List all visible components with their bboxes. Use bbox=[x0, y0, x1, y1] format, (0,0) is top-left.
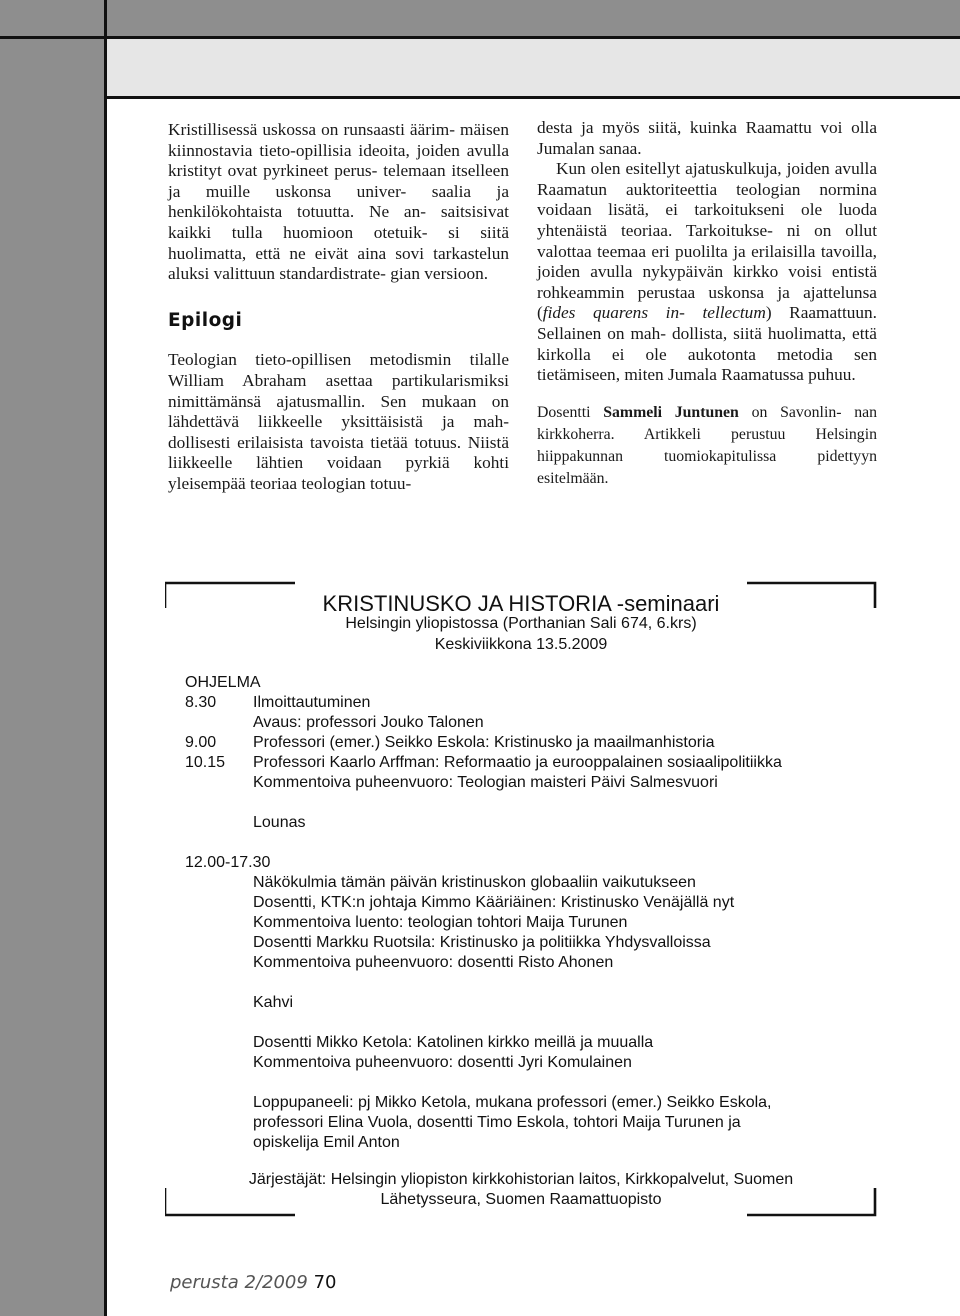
horizontal-rule-top bbox=[0, 36, 960, 39]
program-sub: Avaus: professori Jouko Talonen bbox=[253, 714, 484, 731]
vertical-rule bbox=[104, 0, 107, 1316]
program-afternoon-time: 12.00-17.30 bbox=[185, 854, 271, 871]
program-item: 8.30 Ilmoittautuminen bbox=[185, 694, 371, 711]
paragraph-epilogue: Teologian tieto-opillisen metodismin tilalle William Abraham asettaa partikularismiksi nimittämänsä ajatusmallin. Sen mukaan on lähdettävä liikkeelle yksittäisistä ja mah- dollisesti erilaisista tavoista tietää totuus. Niistä liikkeelle lähtien voidaan pyrkiä kohti yleisempää teoriaa teologian totuu- bbox=[168, 350, 509, 493]
seminar-announcement-box bbox=[165, 580, 877, 1218]
latin-phrase: fides quarens in- bbox=[542, 303, 685, 323]
program-sub: Kommentoiva puheenvuoro: Teologian maisteri Päivi Salmesvuori bbox=[253, 774, 718, 791]
program-lunch: Lounas bbox=[253, 814, 306, 831]
latin-phrase-end: tellectum bbox=[702, 303, 766, 323]
program bbox=[185, 673, 865, 1153]
paragraph-continuation: desta ja myös siitä, kuinka Raamattu voi olla Jumalan sanaa. bbox=[537, 118, 877, 158]
program-panel: Loppupaneeli: pj Mikko Ketola, mukana professori (emer.) Seikko Eskola, bbox=[253, 1094, 772, 1111]
program-afternoon: Näkökulmia tämän päivän kristinuskon globaaliin vaikutukseen Dosentti, KTK:n johtaja Kimmo Kääriäinen: Kristinusko Venäjällä nyt Kommentoiva luento: teologian tohtori Maija Turunen Dosentti Markku Ruotsila: Kristinusko ja politiikka Yhdysvalloissa Kommentoiva puheenvuoro: dosentti Risto Ahonen Kahvi Dosentti Mikko Ketola: Katolinen kirkko meillä ja muualla Kommentoiva puheenvuoro: dosentti Jyri Komulainen Loppupaneeli: pj Mikko Ketola, mukana professori (emer.) Seikko Eskola, professori Elina Vuola, dosentti Timo Eskola, tohtori Maija Turunen ja opiskelija Emil Anton bbox=[185, 873, 865, 1153]
page-footer bbox=[170, 1272, 336, 1293]
horizontal-rule-second bbox=[104, 96, 960, 99]
paragraph-intro: Kristillisessä uskossa on runsaasti äärim- mäisen kiinnostavia tieto-opillisia ideoita, joiden avulla kristityt ovat pyrkineet perus- telemaan itselleen ja muille uskonsa univer- saalia ja henkilökohtaista totuutta. Ne an- saitsisivat kaikki tulla huomioon otetuik- si siitä huolimatta, että ne eivät aina sovi tarkastelun aluksi valittuun standardistrate- gian versioon. bbox=[168, 120, 509, 284]
program-item: 9.00 Professori (emer.) Seikko Eskola: Kristinusko ja maailmanhistoria bbox=[185, 734, 715, 751]
program-coffee: Kahvi bbox=[253, 994, 294, 1011]
article-right-column bbox=[537, 118, 877, 490]
seminar-organizers: Järjestäjät: Helsingin yliopiston kirkkohistorian laitos, Kirkkopalvelut, Suomen Lähetysseura, Suomen Raamattuopisto bbox=[248, 1171, 794, 1208]
seminar-title: KRISTINUSKO JA HISTORIA -seminaari bbox=[322, 591, 720, 616]
author-name: Sammeli Juntunen bbox=[603, 403, 739, 421]
program-item: 10.15 Professori Kaarlo Arffman: Reformaatio ja eurooppalainen sosiaalipolitiikka bbox=[185, 754, 782, 771]
left-grey-band bbox=[0, 0, 104, 1316]
magazine-name: perusta 2/2009 bbox=[170, 1272, 308, 1293]
top-light-band bbox=[104, 36, 960, 96]
page-number: 70 bbox=[313, 1272, 337, 1293]
section-heading: Epilogi bbox=[168, 309, 243, 331]
seminar-date: Keskiviikkona 13.5.2009 bbox=[434, 636, 608, 653]
paragraph-conclusion: Kun olen esitellyt ajatuskulkuja, joiden avulla Raamatun auktoriteettia teologian normina voidaan lisätä, ei tarkoitukseni ole luoda yhtenäistä teoriaa. Tarkoitukse- ni on ollut valottaa teemaa eri puolilta ja erilaisilla tavoilla, joiden avulla nykypäivän kirkko voisi entistä rohkeammin perustaa uskonsa ja ajattelunsa (fides quarens in- tellectum) Raamattuun. Sellainen on mah- dollista, siitä huolimatta, että kirkolla ei ole aukotonta metodia sen tietämiseen, miten Jumala Raamatussa puhuu. bbox=[537, 159, 878, 385]
author-byline: Dosentti Sammeli Juntunen on Savonlin- nan kirkkoherra. Artikkeli perustuu Helsingin hiippakunnan tuomiokapitulissa pidettyyn esitelmään. bbox=[537, 403, 878, 487]
program-label: OHJELMA bbox=[185, 674, 261, 691]
seminar-place: Helsingin yliopistossa (Porthanian Sali 674, 6.krs) bbox=[345, 615, 697, 632]
article-left-column bbox=[168, 120, 509, 495]
top-grey-band bbox=[0, 0, 960, 36]
